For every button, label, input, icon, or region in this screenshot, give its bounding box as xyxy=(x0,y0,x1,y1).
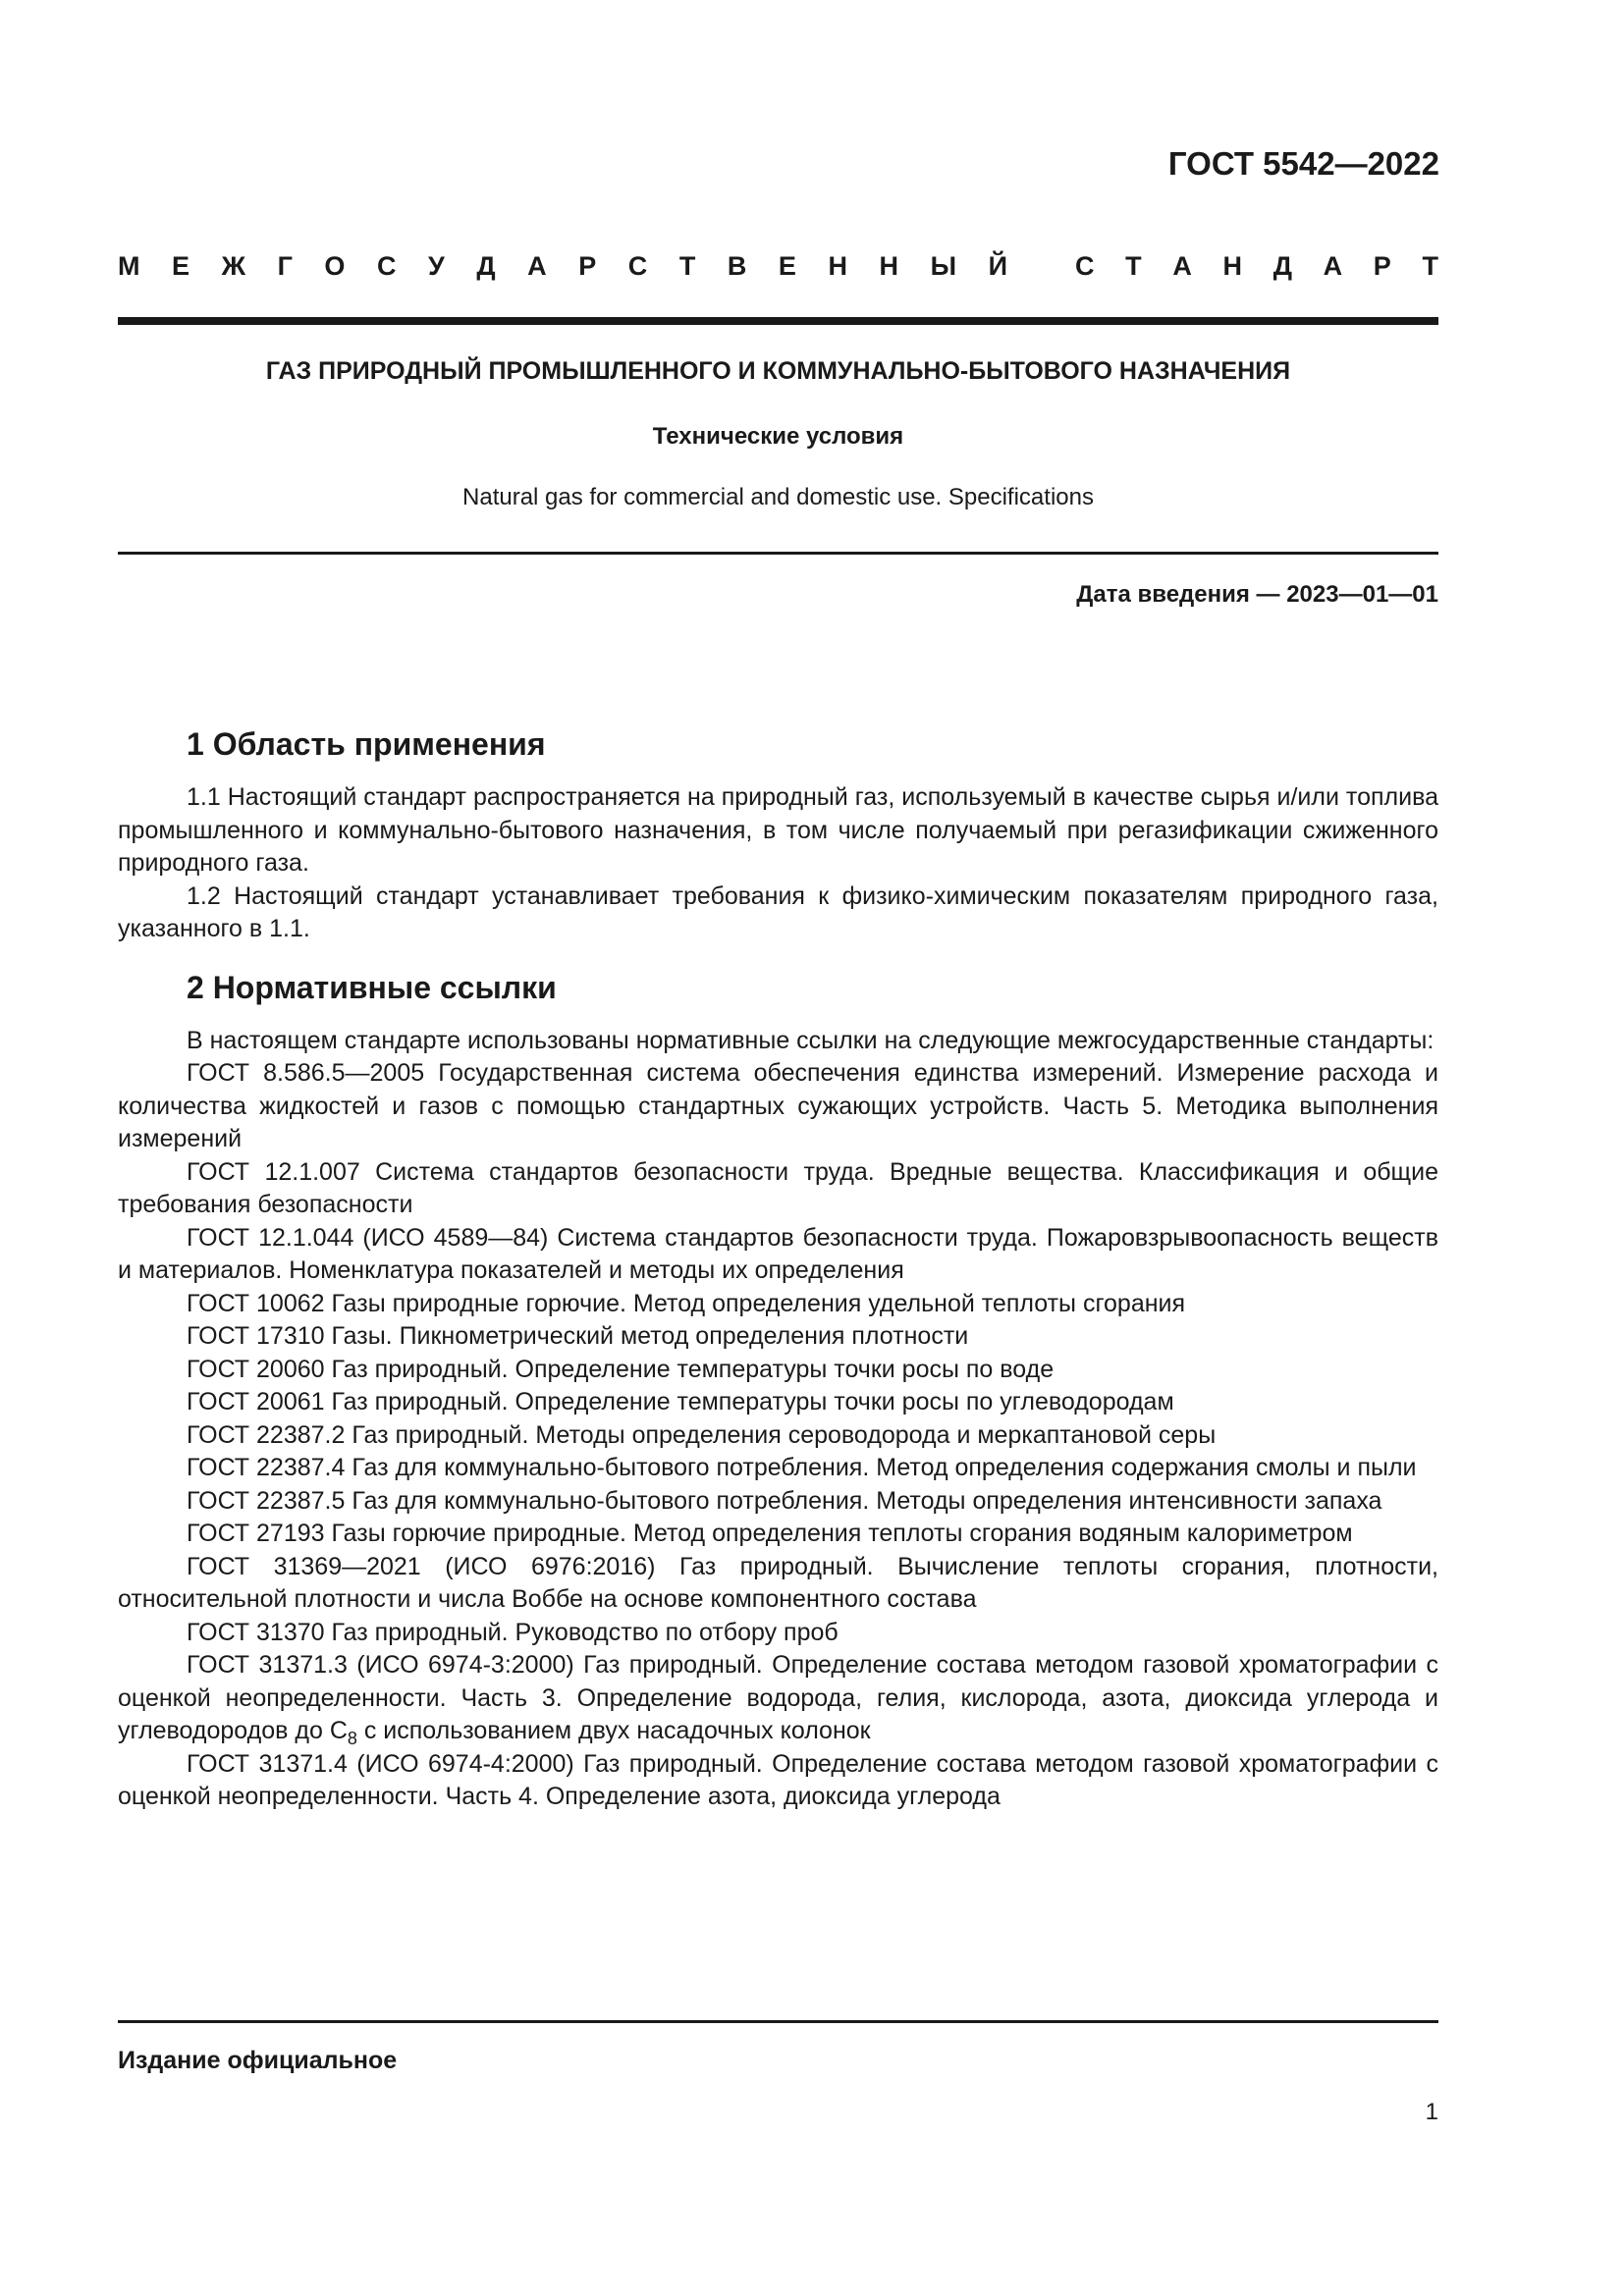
paragraph: 1.1 Настоящий стандарт распространяется на природный газ, используемый в качестве сырья и/или топлива промышленного и коммунально-бытового назначения, в том числе получаемый при регазификации сжиженного природного газа. xyxy=(118,783,1438,877)
header-letter: С xyxy=(627,251,648,281)
header-letter: Н xyxy=(879,251,899,281)
reference-item: ГОСТ 10062 Газы природные горючие. Метод определения удельной теплоты сгорания xyxy=(187,1289,1186,1317)
reference-item: ГОСТ 31370 Газ природный. Руководство по отбору проб xyxy=(187,1618,839,1646)
official-edition-label: Издание официальное xyxy=(118,2047,398,2074)
header-letter: М xyxy=(118,251,140,281)
document-number: ГОСТ 5542—2022 xyxy=(1167,145,1439,182)
reference-item: ГОСТ 8.586.5—2005 Государственная система обеспечения единства измерений. Измерение расхода и количества жидкостей и газов с помощью стандартных сужающих устройств. Часть 5. Методика выполнения измерений xyxy=(118,1059,1438,1152)
paragraph: 1.2 Настоящий стандарт устанавливает требования к физико-химическим показателям природного газа, указанного в 1.1. xyxy=(118,881,1438,942)
header-letter: С xyxy=(376,251,397,281)
header-letter: Т xyxy=(678,251,696,281)
reference-item: ГОСТ 27193 Газы горючие природные. Метод определения теплоты сгорания водяным калориметром xyxy=(187,1520,1353,1547)
header-letter: Г xyxy=(277,251,293,281)
header-letter: Т xyxy=(1422,251,1438,281)
standard-title: ГАЗ ПРИРОДНЫЙ ПРОМЫШЛЕННОГО И КОММУНАЛЬНО-БЫТОВОГО НАЗНАЧЕНИЯ xyxy=(265,357,1291,385)
header-letter: У xyxy=(428,251,445,281)
introduction-date: Дата введения — 2023—01—01 xyxy=(1076,581,1438,608)
header-letter: Ы xyxy=(930,251,957,281)
reference-item: ГОСТ 22387.5 Газ для коммунально-бытового потребления. Методы определения интенсивности запаха xyxy=(187,1486,1382,1515)
subscript: 8 xyxy=(347,1729,357,1748)
paragraph: В настоящем стандарте использованы нормативные ссылки на следующие межгосударственные стандарты: xyxy=(187,1026,1435,1054)
header-letter: Н xyxy=(828,251,847,281)
reference-item: ГОСТ 31369—2021 (ИСО 6976:2016) Газ природный. Вычисление теплоты сгорания, плотности, относительной плотности и числа Воббе на основе компонентного состава xyxy=(118,1552,1438,1613)
header-letter: Й xyxy=(988,251,1007,281)
header-letter: Т xyxy=(1125,251,1142,281)
header-letter: Е xyxy=(172,251,190,281)
footer-rule xyxy=(118,2020,1438,2023)
standard-word xyxy=(1075,251,1438,282)
header-letter: С xyxy=(1075,251,1095,281)
reference-item: ГОСТ 31371.4 (ИСО 6974-4:2000) Газ природный. Определение состава методом газовой хроматографии с оценкой неопределенности. Часть 4. Определение азота, диоксида углерода xyxy=(118,1749,1438,1810)
reference-item: ГОСТ 20060 Газ природный. Определение температуры точки росы по воде xyxy=(187,1355,1055,1383)
header-rule xyxy=(118,317,1438,325)
reference-item: ГОСТ 12.1.044 (ИСО 4589—84) Система стандартов безопасности труда. Пожаровзрывоопасность веществ и материалов. Номенклатура показателей и методы их определения xyxy=(118,1223,1438,1284)
reference-item: ГОСТ 12.1.007 Система стандартов безопасности труда. Вредные вещества. Классификация и общие требования безопасности xyxy=(118,1157,1438,1218)
header-letter: О xyxy=(324,251,346,281)
interstate-standard-heading xyxy=(118,251,1438,282)
reference-item: ГОСТ 20061 Газ природный. Определение температуры точки росы по углеводородам xyxy=(187,1388,1174,1415)
header-letter: Р xyxy=(1373,251,1391,281)
reference-item: ГОСТ 22387.4 Газ для коммунально-бытового потребления. Метод определения содержания смолы и пыли xyxy=(187,1454,1417,1481)
header-letter: Н xyxy=(1222,251,1243,281)
section-heading-references: 2 Нормативные ссылки xyxy=(187,969,557,1005)
reference-text: ГОСТ 31371.3 (ИСО 6974-3:2000) Газ природный. Определение состава методом газовой хроматографии с оценкой неопределенности. Часть 3. Определение водорода, гелия, кислорода, азота, диоксида углерода и углеводородов до С xyxy=(118,1651,1438,1744)
header-letter: Д xyxy=(1272,251,1292,281)
reference-item: ГОСТ 17310 Газы. Пикнометрический метод определения плотности xyxy=(187,1322,969,1350)
header-letter: А xyxy=(1323,251,1343,281)
header-letter: Е xyxy=(778,251,796,281)
header-letter: А xyxy=(527,251,547,281)
header-letter: Р xyxy=(578,251,597,281)
section-heading-scope: 1 Область применения xyxy=(187,726,546,762)
page-number: 1 xyxy=(1425,2099,1438,2125)
reference-item xyxy=(118,1649,1438,1748)
document-body xyxy=(118,724,1438,1814)
reference-item: ГОСТ 22387.2 Газ природный. Методы определения сероводорода и меркаптановой серы xyxy=(187,1420,1217,1449)
english-title: Natural gas for commercial and domestic use. Specifications xyxy=(462,484,1094,510)
standard-subtitle: Технические условия xyxy=(652,423,904,450)
header-letter: Д xyxy=(476,251,496,281)
header-letter: В xyxy=(727,251,747,281)
interstate-word xyxy=(118,251,1007,282)
title-rule xyxy=(118,552,1438,555)
reference-text: с использованием двух насадочных колонок xyxy=(356,1717,871,1744)
header-letter: Ж xyxy=(221,251,246,281)
header-letter: А xyxy=(1172,251,1192,281)
